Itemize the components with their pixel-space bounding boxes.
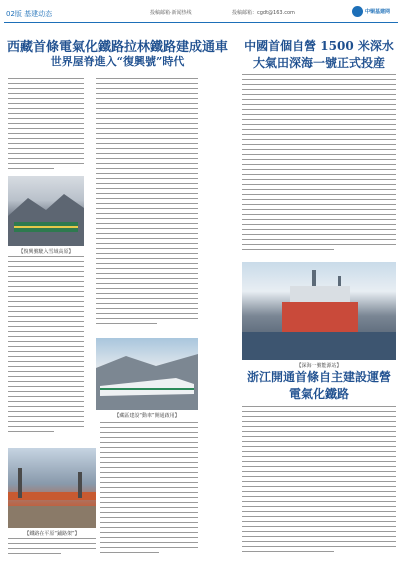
train-photo-illustration xyxy=(8,176,84,246)
header-middle-text: 投稿邮箱·新闻热线 xyxy=(150,10,192,16)
logo-mark-icon xyxy=(352,6,363,17)
photo-deep-sea-platform xyxy=(242,262,396,360)
photo2-caption: 【藏區建設“動車”開通啟用】 xyxy=(114,413,180,419)
right-article-1-title-line2: 大氣田深海一號正式投産 xyxy=(252,56,385,70)
left-article-subtitle: 世界屋脊進入“復興號”時代 xyxy=(50,55,185,68)
publication-logo xyxy=(352,5,398,19)
right-col-text-bottom xyxy=(242,406,396,560)
header-rule xyxy=(4,22,398,23)
left-col1-text-top xyxy=(8,78,84,172)
photo3-caption: 【鐵路在平原“鋪路架”】 xyxy=(24,531,80,537)
page-header xyxy=(0,0,402,26)
left-col2-text-top xyxy=(96,78,198,330)
bullet-train-illustration xyxy=(96,338,198,410)
photo1-caption: 【復興號駛入雪域高原】 xyxy=(18,249,74,255)
photo4-caption: 【深海一號能源站】 xyxy=(296,363,342,369)
right-article-2-title-line2: 電氣化鐵路 xyxy=(288,387,349,401)
left-col1-text-mid xyxy=(8,256,84,440)
left-col2-text-bottom xyxy=(100,422,198,560)
page-label: 02版 基建动态 xyxy=(6,10,53,18)
header-email: 投稿邮箱：cgdt@163.com xyxy=(232,10,295,16)
construction-illustration xyxy=(8,448,96,528)
photo-rail-construction xyxy=(8,448,96,528)
left-col1-text-bottom xyxy=(8,538,96,560)
right-col-text-top xyxy=(242,74,396,258)
platform-illustration xyxy=(242,262,396,360)
logo-text: 中铜基建网 xyxy=(365,9,391,15)
left-article-title: 西藏首條電氣化鐵路拉林鐵路建成通車 xyxy=(6,40,228,55)
photo-train-snow xyxy=(8,176,84,246)
right-article-2-title-line1: 浙江開通首條自主建設運營 xyxy=(246,370,391,384)
right-article-1-title-line1: 中國首個自營 1500 米深水 xyxy=(244,39,394,53)
photo-bullet-train xyxy=(96,338,198,410)
